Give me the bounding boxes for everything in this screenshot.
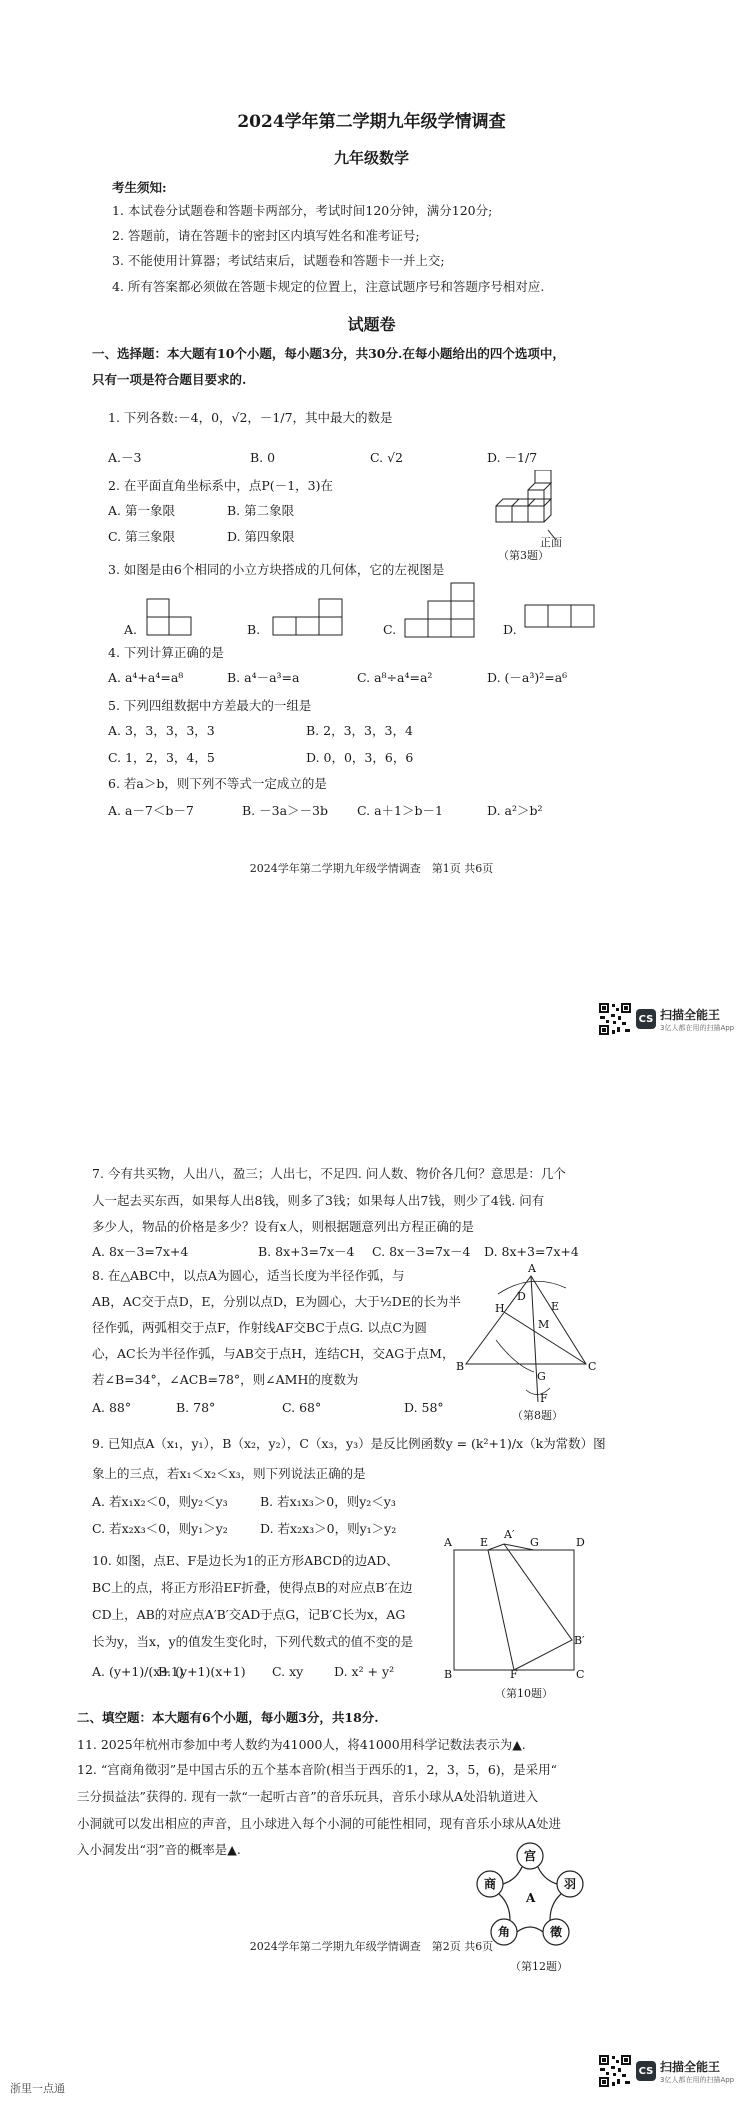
corner-watermark: 浙里一点通: [10, 2082, 65, 2095]
q3-option-c-figure: [404, 582, 478, 638]
q8-label-m: M: [538, 1318, 550, 1331]
section1-heading: 一、选择题：本大题有10个小题，每小题3分，共30分.在每小题给出的四个选项中，: [92, 346, 565, 361]
q10-label-b: B: [444, 1668, 453, 1678]
q2-option-d: D. 第四象限: [227, 529, 295, 544]
notice-4: 4. 所有答案都必须做在答题卡规定的位置上，注意试题序号和答题序号相对应.: [112, 279, 545, 294]
scanner-tagline: 3亿人都在用的扫描App: [660, 2075, 735, 2084]
q7-line-2: 人一起去买东西，如果每人出8钱，则多了3钱；如果每人出7钱，则少了4钱. 问有: [92, 1193, 545, 1208]
q8-line-2: AB，AC交于点D，E，分别以点D，E为圆心，大于½DE的长为半: [92, 1294, 461, 1309]
q10-option-c: C. xy: [272, 1664, 304, 1679]
q8-line-5: 若∠B=34°，∠ACB=78°，则∠AMH的度数为: [92, 1372, 359, 1387]
q10-label-b-prime: B′: [574, 1634, 585, 1647]
q2-option-a: A. 第一象限: [108, 503, 175, 518]
q8-option-b: B. 78°: [176, 1400, 216, 1415]
q6-option-b: B. －3a＞－3b: [242, 803, 328, 818]
q3-option-a-figure: [146, 598, 196, 638]
scanner-tagline: 3亿人都在用的扫描App: [660, 1023, 735, 1032]
q7-option-d: D. 8x+3=7x+4: [484, 1244, 579, 1259]
q2-stem: 2. 在平面直角坐标系中，点P(－1，3)在: [108, 478, 333, 493]
q3-stem: 3. 如图是由6个相同的小立方块搭成的几何体，它的左视图是: [108, 562, 445, 577]
q7-line-1: 7. 今有共买物，人出八，盈三；人出七，不足四. 问人数、物价各几何？意思是：几个: [92, 1166, 566, 1181]
q3-option-b-figure: [272, 598, 346, 638]
q10-caption: （第10题）: [495, 1687, 553, 1700]
subject-title: 九年级数学: [333, 149, 409, 167]
q7-option-b: B. 8x+3=7x－4: [258, 1244, 355, 1259]
qr-code-icon: [598, 2054, 632, 2088]
exam-title: 2024学年第二学期九年级学情调查: [237, 112, 506, 132]
q8-label-a: A: [528, 1262, 536, 1275]
q7-option-a: A. 8x－3=7x+4: [92, 1244, 189, 1259]
q10-option-d: D. x² + y²: [334, 1664, 395, 1679]
qr-code-icon: [598, 1002, 632, 1036]
q12-line-4: 入小洞发出“羽”音的概率是▲.: [77, 1842, 241, 1857]
q2-option-b: B. 第二象限: [227, 503, 295, 518]
q7-line-3: 多少人，物品的价格是多少？设有x人，则根据题意列出方程正确的是: [92, 1219, 475, 1234]
q12-line-2: 三分损益法”获得的. 现有一款“一起听古音”的音乐玩具，音乐小球从A处沿轨道进入: [77, 1789, 539, 1804]
q10-label-a: A: [444, 1536, 452, 1549]
q9-line-2: 象上的三点，若x₁＜x₂＜x₃，则下列说法正确的是: [92, 1466, 366, 1481]
q8-option-d: D. 58°: [404, 1400, 444, 1415]
q6-option-a: A. a－7＜b－7: [108, 803, 194, 818]
q1-option-a: A.－3: [108, 450, 142, 465]
q8-label-c: C: [588, 1360, 596, 1373]
q10-option-b: B. (y+1)(x+1): [158, 1664, 246, 1679]
q4-option-a: A. a⁴+a⁴=a⁸: [108, 670, 184, 685]
q8-line-4: 心，AC长为半径作弧，与AB交于点H，连结CH，交AG于点M，: [92, 1346, 455, 1361]
notice-1: 1. 本试卷分试题卷和答题卡两部分，考试时间120分钟，满分120分;: [112, 203, 493, 218]
q10-label-c: C: [576, 1668, 585, 1678]
scanner-watermark-2: [598, 2054, 734, 2088]
q10-label-e: E: [480, 1536, 489, 1549]
section1-heading-2: 只有一项是符合题目要求的.: [92, 372, 247, 387]
q10-line-3: CD上，AB的对应点A′B′交AD于点G，记B′C长为x，AG: [92, 1607, 406, 1622]
q12-line-1: 12. “宫商角徵羽”是中国古乐的五个基本音阶(相当于西乐的1，2，3，5，6)，是采用“: [77, 1762, 558, 1777]
q4-stem: 4. 下列计算正确的是: [108, 645, 224, 660]
cs-logo-icon: CS: [636, 2061, 656, 2081]
q9-line-1: 9. 已知点A（x₁，y₁），B（x₂，y₂），C（x₃，y₃）是反比例函数y = (k²+1)/x（k为常数）图: [92, 1436, 606, 1451]
q5-option-d: D. 0，0，3，6，6: [306, 750, 414, 765]
q3-front-label: 正面: [540, 536, 562, 549]
q12-note-jue: 角: [498, 1925, 511, 1939]
q9-option-a: A. 若x₁x₂＜0，则y₂＜y₃: [92, 1494, 228, 1509]
q12-note-yu: 羽: [564, 1877, 577, 1891]
q3-option-d-figure: [524, 604, 598, 634]
page1-footer: 2024学年第二学期九年级学情调查 第1页 共6页: [249, 862, 494, 875]
q8-label-f: F: [540, 1392, 548, 1405]
scanner-watermark-1: [598, 1002, 734, 1036]
q10-label-g: G: [530, 1536, 539, 1549]
q2-option-c: C. 第三象限: [108, 529, 176, 544]
q10-line-1: 10. 如图，点E、F是边长为1的正方形ABCD的边AD、: [92, 1553, 399, 1568]
q8-caption: （第8题）: [512, 1409, 563, 1422]
q3-option-c: C.: [383, 622, 397, 637]
q9-option-c: C. 若x₂x₃＜0，则y₁＞y₂: [92, 1521, 228, 1536]
q8-label-d: D: [517, 1290, 526, 1303]
q8-line-1: 8. 在△ABC中，以点A为圆心，适当长度为半径作弧，与: [92, 1268, 405, 1283]
section2-heading: 二、填空题：本大题有6个小题，每小题3分，共18分.: [77, 1710, 379, 1725]
page2-footer: 2024学年第二学期九年级学情调查 第2页 共6页: [249, 1940, 494, 1953]
q3-option-b: B.: [247, 622, 261, 637]
q8-label-g: G: [537, 1370, 546, 1383]
q1-option-b: B. 0: [250, 450, 276, 465]
q10-label-a-prime: A′: [504, 1528, 515, 1541]
q6-option-d: D. a²＞b²: [487, 803, 543, 818]
notice-2: 2. 答题前，请在答题卡的密封区内填写姓名和准考证号;: [112, 228, 420, 243]
scanner-brand: 扫描全能王: [660, 1007, 721, 1022]
q3-caption: （第3题）: [498, 549, 549, 562]
q10-line-2: BC上的点，将正方形沿EF折叠，使得点B的对应点B′在边: [92, 1580, 413, 1595]
q6-option-c: C. a＋1＞b－1: [357, 803, 443, 818]
q1-option-d: D. －1/7: [487, 450, 538, 465]
q6-stem: 6. 若a＞b，则下列不等式一定成立的是: [108, 776, 327, 791]
q12-caption: （第12题）: [510, 1960, 568, 1973]
q4-option-d: D. (－a³)²=a⁶: [487, 670, 568, 685]
q1-option-c: C. √2: [370, 450, 403, 465]
q10-option-a: A. (y+1)/(x+1): [92, 1664, 184, 1679]
q5-stem: 5. 下列四组数据中方差最大的一组是: [108, 698, 312, 713]
q8-option-a: A. 88°: [92, 1400, 132, 1415]
notice-3: 3. 不能使用计算器；考试结束后，试题卷和答题卡一并上交;: [112, 253, 445, 268]
q10-line-4: 长为y，当x，y的值发生变化时，下列代数式的值不变的是: [92, 1634, 414, 1649]
q10-label-d: D: [576, 1536, 585, 1549]
scanner-brand: 扫描全能王: [660, 2059, 721, 2074]
cs-logo-icon: CS: [636, 1009, 656, 1029]
q1-stem: 1. 下列各数:－4，0，√2，－1/7，其中最大的数是: [108, 410, 393, 425]
paper-title: 试题卷: [347, 315, 396, 334]
q9-option-d: D. 若x₂x₃＞0，则y₁＞y₂: [260, 1521, 397, 1536]
q5-option-a: A. 3，3，3，3，3: [108, 723, 215, 738]
q4-option-c: C. a⁸÷a⁴=a²: [357, 670, 433, 685]
q12-line-3: 小洞就可以发出相应的声音，且小球进入每个小洞的可能性相同，现有音乐小球从A处进: [77, 1816, 562, 1831]
q8-label-b: B: [456, 1360, 465, 1373]
q8-label-e: E: [551, 1300, 560, 1313]
q3-option-d: D.: [503, 622, 517, 637]
q8-option-c: C. 68°: [282, 1400, 322, 1415]
q8-label-h: H: [495, 1302, 505, 1315]
q9-option-b: B. 若x₁x₃＞0，则y₂＜y₃: [260, 1494, 396, 1509]
q4-option-b: B. a⁴－a³=a: [227, 670, 300, 685]
q5-option-c: C. 1，2，3，4，5: [108, 750, 215, 765]
q5-option-b: B. 2，3，3，3，4: [306, 723, 413, 738]
q12-note-shang: 商: [484, 1877, 497, 1891]
q12-note-gong: 宫: [524, 1849, 537, 1863]
q10-label-f: F: [510, 1668, 518, 1678]
q8-triangle-figure: [456, 1262, 596, 1422]
q7-option-c: C. 8x－3=7x－4: [372, 1244, 471, 1259]
q8-line-3: 径作弧，两弧相交于点F，作射线AF交BC于点G. 以点C为圆: [92, 1320, 427, 1335]
notice-heading: 考生须知:: [112, 180, 167, 195]
q10-square-figure: [440, 1528, 590, 1678]
q11-stem: 11. 2025年杭州市参加中考人数约为41000人，将41000用科学记数法表示为▲.: [77, 1737, 526, 1752]
q12-start-a: A: [526, 1891, 536, 1905]
q12-note-zhi: 徵: [550, 1925, 563, 1939]
q3-option-a: A.: [124, 622, 138, 637]
